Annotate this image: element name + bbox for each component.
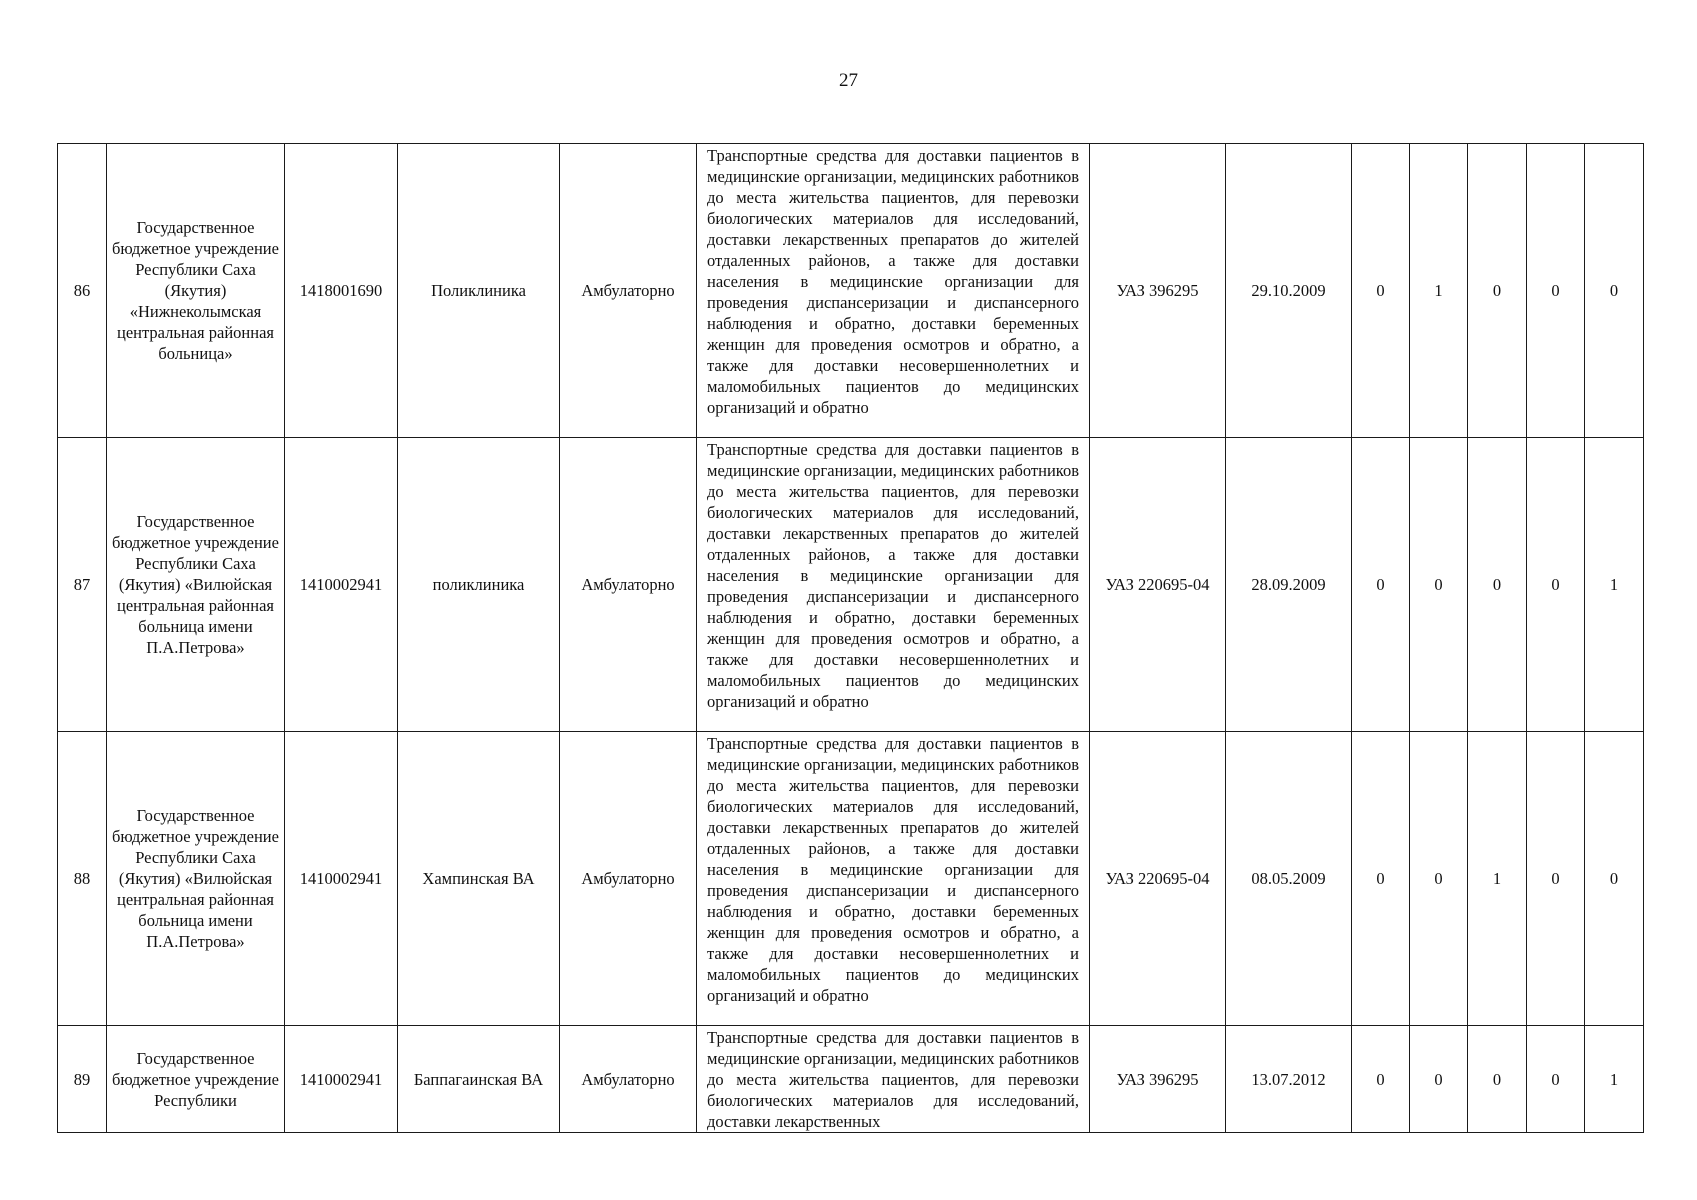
organization-name: Государственное бюджетное учреждение Республики xyxy=(107,1026,285,1133)
count-cell-3: 0 xyxy=(1468,438,1527,732)
division-cell: Баппагаинская ВА xyxy=(398,1026,560,1133)
count-cell-1: 0 xyxy=(1352,1026,1410,1133)
vehicle-registry-table xyxy=(57,143,1644,1133)
count-cell-4: 0 xyxy=(1527,1026,1585,1133)
count-cell-2: 0 xyxy=(1410,438,1468,732)
table-row xyxy=(58,732,1644,1026)
purpose-cell: Транспортные средства для доставки пациентов в медицинские организации, медицинских работников до места жительства пациентов, для перевозки биологических материалов для исследований, доставки лекарственных препаратов до жителей отдаленных районов, а также для доставки населения в медицинские организации для проведения диспансеризации и диспансерного наблюдения и обратно, доставки беременных женщин для проведения осмотров и обратно, а также для доставки несовершеннолетних и маломобильных пациентов до медицинских организаций и обратно xyxy=(697,732,1090,1026)
purpose-cell: Транспортные средства для доставки пациентов в медицинские организации, медицинских работников до места жительства пациентов, для перевозки биологических материалов для исследований, доставки лекарственных препаратов до жителей отдаленных районов, а также для доставки населения в медицинские организации для проведения диспансеризации и диспансерного наблюдения и обратно, доставки беременных женщин для проведения осмотров и обратно, а также для доставки несовершеннолетних и маломобильных пациентов до медицинских организаций и обратно xyxy=(697,144,1090,438)
organization-name: Государственное бюджетное учреждение Республики Саха (Якутия) «Нижнеколымская центральная районная больница» xyxy=(107,144,285,438)
count-cell-4: 0 xyxy=(1527,732,1585,1026)
care-form-cell: Амбулаторно xyxy=(560,438,697,732)
date-cell: 08.05.2009 xyxy=(1226,732,1352,1026)
organization-name: Государственное бюджетное учреждение Республики Саха (Якутия) «Вилюйская центральная районная больница имени П.А.Петрова» xyxy=(107,438,285,732)
count-cell-3: 0 xyxy=(1468,144,1527,438)
count-cell-2: 0 xyxy=(1410,732,1468,1026)
inn-cell: 1410002941 xyxy=(285,732,398,1026)
vehicle-model-cell: УАЗ 220695-04 xyxy=(1090,732,1226,1026)
row-number: 89 xyxy=(58,1026,107,1133)
date-cell: 29.10.2009 xyxy=(1226,144,1352,438)
purpose-cell: Транспортные средства для доставки пациентов в медицинские организации, медицинских работников до места жительства пациентов, для перевозки биологических материалов для исследований, доставки лекарственных препаратов до жителей отдаленных районов, а также для доставки населения в медицинские организации для проведения диспансеризации и диспансерного наблюдения и обратно, доставки беременных женщин для проведения осмотров и обратно, а также для доставки несовершеннолетних и маломобильных пациентов до медицинских организаций и обратно xyxy=(697,438,1090,732)
count-cell-1: 0 xyxy=(1352,144,1410,438)
count-cell-4: 0 xyxy=(1527,144,1585,438)
care-form-cell: Амбулаторно xyxy=(560,144,697,438)
count-cell-3: 0 xyxy=(1468,1026,1527,1133)
count-cell-5: 1 xyxy=(1585,1026,1644,1133)
count-cell-3: 1 xyxy=(1468,732,1527,1026)
count-cell-5: 0 xyxy=(1585,732,1644,1026)
vehicle-model-cell: УАЗ 396295 xyxy=(1090,1026,1226,1133)
count-cell-2: 1 xyxy=(1410,144,1468,438)
date-cell: 13.07.2012 xyxy=(1226,1026,1352,1133)
inn-cell: 1410002941 xyxy=(285,438,398,732)
count-cell-1: 0 xyxy=(1352,438,1410,732)
care-form-cell: Амбулаторно xyxy=(560,1026,697,1133)
care-form-cell: Амбулаторно xyxy=(560,732,697,1026)
row-number: 86 xyxy=(58,144,107,438)
vehicle-model-cell: УАЗ 220695-04 xyxy=(1090,438,1226,732)
count-cell-5: 1 xyxy=(1585,438,1644,732)
organization-name: Государственное бюджетное учреждение Республики Саха (Якутия) «Вилюйская центральная районная больница имени П.А.Петрова» xyxy=(107,732,285,1026)
table-row xyxy=(58,1026,1644,1133)
division-cell: поликлиника xyxy=(398,438,560,732)
division-cell: Хампинская ВА xyxy=(398,732,560,1026)
vehicle-model-cell: УАЗ 396295 xyxy=(1090,144,1226,438)
count-cell-5: 0 xyxy=(1585,144,1644,438)
row-number: 88 xyxy=(58,732,107,1026)
count-cell-4: 0 xyxy=(1527,438,1585,732)
count-cell-2: 0 xyxy=(1410,1026,1468,1133)
inn-cell: 1410002941 xyxy=(285,1026,398,1133)
division-cell: Поликлиника xyxy=(398,144,560,438)
count-cell-1: 0 xyxy=(1352,732,1410,1026)
inn-cell: 1418001690 xyxy=(285,144,398,438)
row-number: 87 xyxy=(58,438,107,732)
purpose-cell: Транспортные средства для доставки пациентов в медицинские организации, медицинских работников до места жительства пациентов, для перевозки биологических материалов для исследований, доставки лекарственных xyxy=(697,1026,1090,1133)
page-number: 27 xyxy=(839,70,858,91)
date-cell: 28.09.2009 xyxy=(1226,438,1352,732)
table-row xyxy=(58,144,1644,438)
table-row xyxy=(58,438,1644,732)
